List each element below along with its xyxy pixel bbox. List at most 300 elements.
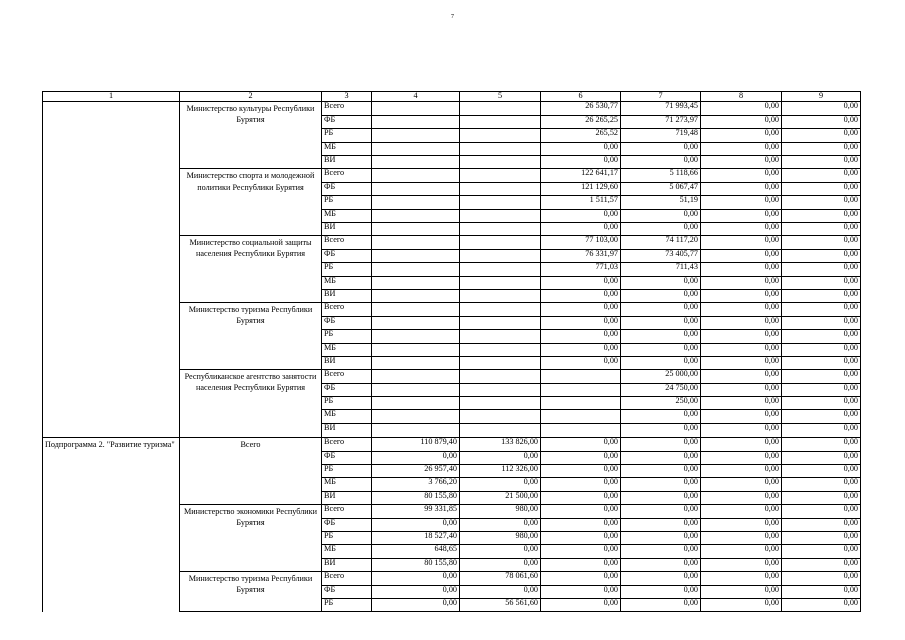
- amount-cell: 648,65: [372, 545, 460, 558]
- funding-source-cell: ВИ: [322, 491, 372, 504]
- program-cell: [43, 491, 180, 504]
- amount-cell: [541, 397, 621, 410]
- funding-source-cell: Всего: [322, 102, 372, 116]
- amount-cell: 0,00: [621, 451, 701, 464]
- amount-cell: 0,00: [372, 572, 460, 585]
- amount-cell: [460, 289, 541, 302]
- amount-cell: 0,00: [782, 410, 861, 423]
- amount-cell: 0,00: [782, 491, 861, 504]
- program-cell: [43, 263, 180, 276]
- amount-cell: 76 331,97: [541, 249, 621, 262]
- amount-cell: 0,00: [541, 316, 621, 329]
- table-row: [43, 532, 861, 545]
- amount-cell: 0,00: [782, 423, 861, 437]
- funding-source-cell: Всего: [322, 572, 372, 585]
- funding-source-cell: РБ: [322, 397, 372, 410]
- page-number: 7: [451, 14, 454, 20]
- table-row: [43, 423, 861, 437]
- amount-cell: 0,00: [701, 330, 782, 343]
- amount-cell: 0,00: [621, 505, 701, 518]
- amount-cell: [460, 343, 541, 356]
- column-number-header: 1: [43, 92, 180, 102]
- amount-cell: [372, 423, 460, 437]
- table-row: [43, 465, 861, 478]
- amount-cell: [460, 102, 541, 116]
- amount-cell: [460, 410, 541, 423]
- amount-cell: 0,00: [541, 572, 621, 585]
- table-row: [43, 249, 861, 262]
- amount-cell: 0,00: [782, 196, 861, 209]
- program-cell: [43, 451, 180, 464]
- table-row: [43, 209, 861, 222]
- funding-source-cell: ФБ: [322, 316, 372, 329]
- amount-cell: [372, 303, 460, 316]
- amount-cell: 0,00: [701, 142, 782, 155]
- amount-cell: 121 129,60: [541, 182, 621, 195]
- amount-cell: 0,00: [782, 276, 861, 289]
- amount-cell: 0,00: [782, 289, 861, 302]
- funding-source-cell: МБ: [322, 142, 372, 155]
- amount-cell: 78 061,60: [460, 572, 541, 585]
- amount-cell: [372, 249, 460, 262]
- program-cell: [43, 410, 180, 423]
- column-number-header: 6: [541, 92, 621, 102]
- amount-cell: 0,00: [460, 451, 541, 464]
- amount-cell: 0,00: [701, 343, 782, 356]
- program-cell: [43, 558, 180, 571]
- table-row: [43, 505, 861, 518]
- amount-cell: 0,00: [621, 598, 701, 611]
- program-cell: [43, 370, 180, 383]
- table-row: [43, 491, 861, 504]
- amount-cell: 80 155,80: [372, 491, 460, 504]
- amount-cell: 0,00: [782, 518, 861, 531]
- table-row: [43, 223, 861, 236]
- amount-cell: 0,00: [782, 505, 861, 518]
- amount-cell: 77 103,00: [541, 236, 621, 249]
- funding-source-cell: МБ: [322, 545, 372, 558]
- amount-cell: 0,00: [782, 263, 861, 276]
- funding-source-cell: Всего: [322, 437, 372, 451]
- funding-source-cell: ФБ: [322, 585, 372, 598]
- column-number-header: 2: [180, 92, 322, 102]
- amount-cell: 0,00: [541, 598, 621, 611]
- amount-cell: 0,00: [541, 532, 621, 545]
- table-row: [43, 478, 861, 491]
- amount-cell: 0,00: [460, 558, 541, 571]
- amount-cell: 0,00: [782, 303, 861, 316]
- amount-cell: [372, 115, 460, 128]
- funding-source-cell: РБ: [322, 330, 372, 343]
- funding-source-cell: РБ: [322, 598, 372, 611]
- amount-cell: [460, 423, 541, 437]
- amount-cell: 0,00: [782, 316, 861, 329]
- amount-cell: 0,00: [541, 289, 621, 302]
- amount-cell: 0,00: [782, 383, 861, 396]
- amount-cell: 0,00: [701, 316, 782, 329]
- amount-cell: 0,00: [701, 209, 782, 222]
- program-cell: Подпрограмма 2. "Развитие туризма": [43, 437, 180, 451]
- amount-cell: [460, 316, 541, 329]
- amount-cell: 0,00: [782, 330, 861, 343]
- amount-cell: 0,00: [621, 558, 701, 571]
- table-row: [43, 518, 861, 531]
- amount-cell: 0,00: [460, 585, 541, 598]
- program-cell: [43, 572, 180, 585]
- amount-cell: 0,00: [782, 142, 861, 155]
- table-row: [43, 316, 861, 329]
- table-row: [43, 330, 861, 343]
- amount-cell: 0,00: [372, 598, 460, 611]
- program-cell: [43, 289, 180, 302]
- table-row: [43, 289, 861, 302]
- amount-cell: 0,00: [541, 223, 621, 236]
- amount-cell: 0,00: [621, 142, 701, 155]
- amount-cell: 0,00: [541, 437, 621, 451]
- amount-cell: 0,00: [460, 518, 541, 531]
- amount-cell: 71 273,97: [621, 115, 701, 128]
- amount-cell: 0,00: [701, 465, 782, 478]
- table-row: [43, 410, 861, 423]
- program-cell: [43, 518, 180, 531]
- amount-cell: 0,00: [541, 518, 621, 531]
- column-number-header: 4: [372, 92, 460, 102]
- amount-cell: 0,00: [782, 223, 861, 236]
- amount-cell: [460, 303, 541, 316]
- amount-cell: [372, 410, 460, 423]
- organization-cell: Министерство социальной защиты населения Республики Бурятия: [180, 236, 322, 303]
- program-cell: [43, 598, 180, 611]
- amount-cell: 1 511,57: [541, 196, 621, 209]
- amount-cell: 0,00: [701, 115, 782, 128]
- table-row: [43, 196, 861, 209]
- table-row: [43, 102, 861, 116]
- program-cell: [43, 142, 180, 155]
- program-cell: [43, 223, 180, 236]
- amount-cell: 0,00: [541, 491, 621, 504]
- program-cell: [43, 129, 180, 142]
- funding-source-cell: МБ: [322, 276, 372, 289]
- program-cell: [43, 532, 180, 545]
- amount-cell: [460, 129, 541, 142]
- amount-cell: 3 766,20: [372, 478, 460, 491]
- program-cell: [43, 545, 180, 558]
- amount-cell: 0,00: [621, 156, 701, 169]
- amount-cell: [460, 142, 541, 155]
- amount-cell: 56 561,60: [460, 598, 541, 611]
- organization-cell: Министерство экономики Республики Бурятия: [180, 505, 322, 572]
- organization-cell: Министерство туризма Республики Бурятия: [180, 572, 322, 612]
- amount-cell: 0,00: [372, 451, 460, 464]
- amount-cell: 0,00: [701, 383, 782, 396]
- program-cell: [43, 478, 180, 491]
- amount-cell: 0,00: [782, 129, 861, 142]
- amount-cell: 0,00: [782, 370, 861, 383]
- amount-cell: 0,00: [541, 585, 621, 598]
- funding-source-cell: РБ: [322, 263, 372, 276]
- funding-source-cell: ФБ: [322, 115, 372, 128]
- amount-cell: [460, 196, 541, 209]
- table-row: [43, 383, 861, 396]
- funding-source-cell: ВИ: [322, 223, 372, 236]
- organization-cell: Республиканское агентство занятости населения Республики Бурятия: [180, 370, 322, 437]
- amount-cell: 0,00: [782, 558, 861, 571]
- amount-cell: 0,00: [621, 303, 701, 316]
- amount-cell: 0,00: [541, 156, 621, 169]
- program-cell: [43, 236, 180, 249]
- funding-source-cell: Всего: [322, 370, 372, 383]
- amount-cell: 0,00: [621, 343, 701, 356]
- amount-cell: 0,00: [701, 169, 782, 182]
- amount-cell: [372, 263, 460, 276]
- amount-cell: 24 750,00: [621, 383, 701, 396]
- amount-cell: [460, 370, 541, 383]
- amount-cell: 0,00: [782, 115, 861, 128]
- amount-cell: 0,00: [541, 478, 621, 491]
- amount-cell: 0,00: [701, 356, 782, 369]
- column-number-header: 7: [621, 92, 701, 102]
- table-row: [43, 356, 861, 369]
- amount-cell: 0,00: [621, 289, 701, 302]
- funding-source-cell: ВИ: [322, 289, 372, 302]
- amount-cell: 80 155,80: [372, 558, 460, 571]
- amount-cell: [541, 423, 621, 437]
- program-cell: [43, 102, 180, 116]
- amount-cell: [372, 236, 460, 249]
- amount-cell: [372, 209, 460, 222]
- amount-cell: 0,00: [701, 491, 782, 504]
- column-number-header: 9: [782, 92, 861, 102]
- amount-cell: 0,00: [460, 478, 541, 491]
- amount-cell: 0,00: [541, 142, 621, 155]
- amount-cell: 771,03: [541, 263, 621, 276]
- amount-cell: [460, 356, 541, 369]
- amount-cell: 719,48: [621, 129, 701, 142]
- amount-cell: [372, 276, 460, 289]
- amount-cell: 0,00: [782, 209, 861, 222]
- table-row: [43, 451, 861, 464]
- amount-cell: 0,00: [782, 598, 861, 611]
- column-number-header: 8: [701, 92, 782, 102]
- amount-cell: 0,00: [701, 410, 782, 423]
- amount-cell: 980,00: [460, 532, 541, 545]
- amount-cell: 112 326,00: [460, 465, 541, 478]
- amount-cell: 0,00: [621, 437, 701, 451]
- amount-cell: [541, 370, 621, 383]
- amount-cell: 0,00: [701, 505, 782, 518]
- amount-cell: 0,00: [621, 478, 701, 491]
- amount-cell: 71 993,45: [621, 102, 701, 116]
- amount-cell: 0,00: [701, 558, 782, 571]
- program-cell: [43, 169, 180, 182]
- amount-cell: 0,00: [701, 451, 782, 464]
- funding-source-cell: МБ: [322, 343, 372, 356]
- program-cell: [43, 196, 180, 209]
- amount-cell: 0,00: [782, 465, 861, 478]
- amount-cell: 0,00: [372, 518, 460, 531]
- amount-cell: [372, 316, 460, 329]
- amount-cell: 122 641,17: [541, 169, 621, 182]
- amount-cell: 0,00: [782, 343, 861, 356]
- funding-source-cell: ВИ: [322, 558, 372, 571]
- amount-cell: 0,00: [621, 585, 701, 598]
- program-cell: [43, 585, 180, 598]
- amount-cell: 0,00: [701, 129, 782, 142]
- amount-cell: [372, 102, 460, 116]
- table-row: [43, 585, 861, 598]
- funding-source-cell: ФБ: [322, 182, 372, 195]
- amount-cell: 0,00: [541, 558, 621, 571]
- amount-cell: 0,00: [782, 169, 861, 182]
- table-row: [43, 156, 861, 169]
- amount-cell: 0,00: [621, 545, 701, 558]
- funding-source-cell: РБ: [322, 532, 372, 545]
- amount-cell: 0,00: [701, 572, 782, 585]
- amount-cell: 0,00: [701, 518, 782, 531]
- table-row: [43, 169, 861, 182]
- table-row: [43, 115, 861, 128]
- amount-cell: 0,00: [782, 156, 861, 169]
- amount-cell: 0,00: [782, 451, 861, 464]
- amount-cell: 18 527,40: [372, 532, 460, 545]
- amount-cell: 26 957,40: [372, 465, 460, 478]
- amount-cell: 0,00: [782, 585, 861, 598]
- amount-cell: 0,00: [701, 423, 782, 437]
- table-row: [43, 370, 861, 383]
- amount-cell: 0,00: [701, 156, 782, 169]
- funding-source-cell: ФБ: [322, 451, 372, 464]
- amount-cell: 0,00: [621, 423, 701, 437]
- amount-cell: [372, 370, 460, 383]
- amount-cell: 0,00: [541, 276, 621, 289]
- funding-table: [42, 91, 861, 612]
- amount-cell: 25 000,00: [621, 370, 701, 383]
- amount-cell: 26 265,25: [541, 115, 621, 128]
- amount-cell: 0,00: [621, 316, 701, 329]
- amount-cell: [372, 397, 460, 410]
- amount-cell: [541, 383, 621, 396]
- amount-cell: 51,19: [621, 196, 701, 209]
- funding-source-cell: МБ: [322, 410, 372, 423]
- amount-cell: [372, 129, 460, 142]
- amount-cell: 0,00: [621, 276, 701, 289]
- amount-cell: [460, 263, 541, 276]
- amount-cell: 0,00: [701, 478, 782, 491]
- amount-cell: 133 826,00: [460, 437, 541, 451]
- table-row: [43, 142, 861, 155]
- amount-cell: [460, 209, 541, 222]
- amount-cell: [372, 156, 460, 169]
- amount-cell: 0,00: [621, 491, 701, 504]
- funding-source-cell: ВИ: [322, 356, 372, 369]
- table-row: [43, 343, 861, 356]
- funding-source-cell: Всего: [322, 505, 372, 518]
- table-row: [43, 545, 861, 558]
- table-row: [43, 598, 861, 611]
- amount-cell: 110 879,40: [372, 437, 460, 451]
- organization-cell: Министерство спорта и молодежной политики Республики Бурятия: [180, 169, 322, 236]
- amount-cell: 99 331,85: [372, 505, 460, 518]
- amount-cell: 0,00: [541, 209, 621, 222]
- amount-cell: 21 500,00: [460, 491, 541, 504]
- amount-cell: 0,00: [701, 397, 782, 410]
- program-cell: [43, 397, 180, 410]
- program-cell: [43, 330, 180, 343]
- amount-cell: 0,00: [460, 545, 541, 558]
- amount-cell: [372, 142, 460, 155]
- amount-cell: 0,00: [621, 223, 701, 236]
- amount-cell: 0,00: [701, 223, 782, 236]
- amount-cell: 0,00: [782, 532, 861, 545]
- amount-cell: 0,00: [621, 356, 701, 369]
- amount-cell: 0,00: [541, 545, 621, 558]
- amount-cell: [541, 410, 621, 423]
- amount-cell: 0,00: [782, 572, 861, 585]
- amount-cell: 0,00: [782, 236, 861, 249]
- amount-cell: 0,00: [782, 437, 861, 451]
- amount-cell: [372, 356, 460, 369]
- amount-cell: [460, 236, 541, 249]
- amount-cell: 265,52: [541, 129, 621, 142]
- amount-cell: 0,00: [701, 585, 782, 598]
- program-cell: [43, 505, 180, 518]
- funding-source-cell: РБ: [322, 196, 372, 209]
- table-row: [43, 236, 861, 249]
- amount-cell: [372, 343, 460, 356]
- amount-cell: 0,00: [621, 410, 701, 423]
- table-row: [43, 276, 861, 289]
- amount-cell: 0,00: [701, 249, 782, 262]
- funding-source-cell: Всего: [322, 236, 372, 249]
- table-row: [43, 182, 861, 195]
- amount-cell: 0,00: [701, 182, 782, 195]
- organization-cell: Министерство туризма Республики Бурятия: [180, 303, 322, 370]
- funding-source-cell: ФБ: [322, 518, 372, 531]
- amount-cell: 0,00: [372, 585, 460, 598]
- table-row: [43, 572, 861, 585]
- funding-source-cell: РБ: [322, 129, 372, 142]
- table-row: [43, 558, 861, 571]
- table-row: [43, 303, 861, 316]
- amount-cell: 250,00: [621, 397, 701, 410]
- amount-cell: 0,00: [701, 196, 782, 209]
- amount-cell: 0,00: [621, 330, 701, 343]
- amount-cell: 0,00: [782, 249, 861, 262]
- program-cell: [43, 156, 180, 169]
- amount-cell: 0,00: [541, 451, 621, 464]
- amount-cell: 26 530,77: [541, 102, 621, 116]
- program-cell: [43, 249, 180, 262]
- funding-source-cell: Всего: [322, 303, 372, 316]
- amount-cell: 0,00: [621, 532, 701, 545]
- amount-cell: 0,00: [621, 209, 701, 222]
- table-row: [43, 397, 861, 410]
- program-cell: [43, 115, 180, 128]
- amount-cell: 0,00: [782, 102, 861, 116]
- funding-source-cell: ФБ: [322, 249, 372, 262]
- amount-cell: 0,00: [782, 182, 861, 195]
- funding-source-cell: МБ: [322, 478, 372, 491]
- program-cell: [43, 356, 180, 369]
- column-number-row: [43, 92, 861, 102]
- amount-cell: 0,00: [782, 478, 861, 491]
- program-cell: [43, 316, 180, 329]
- amount-cell: 980,00: [460, 505, 541, 518]
- amount-cell: 0,00: [701, 437, 782, 451]
- amount-cell: 0,00: [701, 303, 782, 316]
- amount-cell: 0,00: [701, 545, 782, 558]
- amount-cell: 5 118,66: [621, 169, 701, 182]
